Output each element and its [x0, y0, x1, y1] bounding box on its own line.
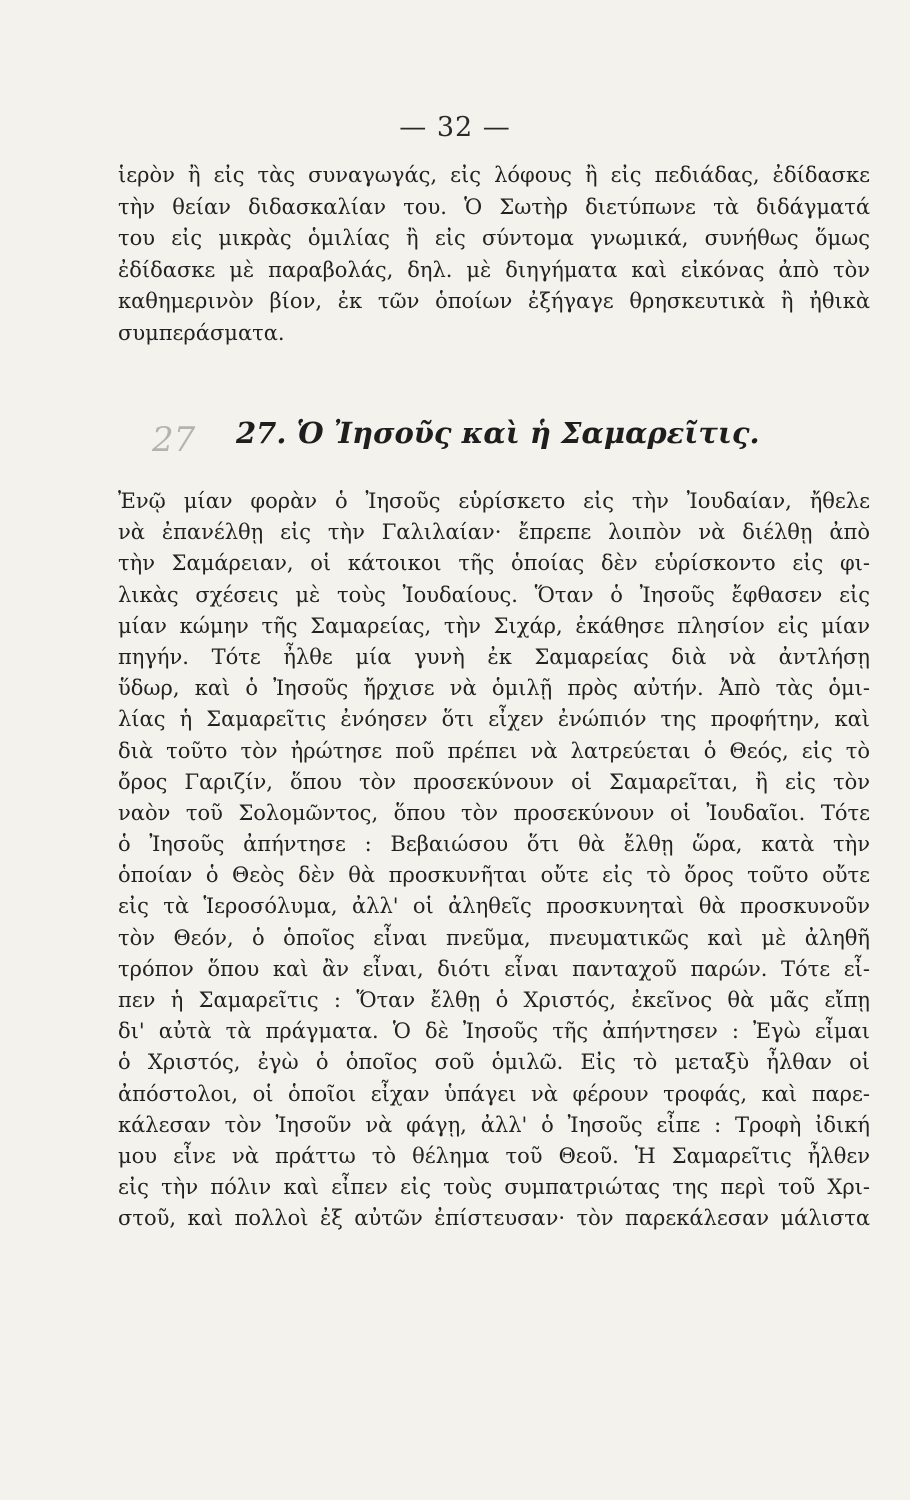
text-line: ὄρος Γαριζίν, ὅπου τὸν προσεκύνουν οἱ Σαμαρεῖται, ἢ εἰς τὸν — [118, 769, 870, 794]
text-line: ναὸν τοῦ Σολομῶντος, ὅπου τὸν προσεκύνουν οἱ Ἰουδαῖοι. Τότε — [118, 800, 870, 825]
text-line: τὴν θείαν διδασκαλίαν του. Ὁ Σωτὴρ διετύπωνε τὰ διδάγματά — [118, 194, 870, 219]
text-line: ὕδωρ, καὶ ὁ Ἰησοῦς ἤρχισε νὰ ὁμιλῇ πρὸς αὐτήν. Ἀπὸ τὰς ὁμι- — [118, 676, 870, 701]
text-line: λίας ἡ Σαμαρεῖτις ἐνόησεν ὅτι εἶχεν ἐνώπιόν της προφήτην, καὶ — [118, 707, 870, 732]
text-line: Ἐνῷ μίαν φορὰν ὁ Ἰησοῦς εὑρίσκετο εἰς τὴν Ἰουδαίαν, ἤθελε — [118, 489, 870, 513]
text-line: εἰς τὴν πόλιν καὶ εἶπεν εἰς τοὺς συμπατριώτας της περὶ τοῦ Χρι- — [118, 1175, 870, 1200]
text-line: μίαν κώμην τῆς Σαμαρείας, τὴν Σιχάρ, ἐκάθησε πλησίον εἰς μίαν — [118, 613, 870, 638]
handwritten-margin-note: 27 — [152, 420, 196, 460]
text-line: πηγήν. Τότε ἦλθε μία γυνὴ ἐκ Σαμαρείας διὰ νὰ ἀντλήσῃ — [118, 644, 870, 669]
section-heading: 27. Ὁ Ἰησοῦς καὶ ἡ Σαμαρεῖτις. — [236, 416, 760, 450]
text-line: τρόπον ὅπου καὶ ἂν εἶναι, διότι εἶναι πανταχοῦ παρών. Τότε εἶ- — [118, 956, 870, 981]
text-line: εἰς τὰ Ἱεροσόλυμα, ἀλλ' οἱ ἀληθεῖς προσκυνηταὶ θὰ προσκυνοῦν — [118, 894, 870, 919]
text-line: ἐδίδασκε μὲ παραβολάς, δηλ. μὲ διηγήματα καὶ εἰκόνας ἀπὸ τὸν — [118, 257, 870, 282]
section-paragraph — [118, 486, 870, 1235]
text-line: του εἰς μικρὰς ὁμιλίας ἢ εἰς σύντομα γνωμικά, συνήθως ὅμως — [118, 226, 870, 251]
text-line: ὁ Χριστός, ἐγὼ ὁ ὁποῖος σοῦ ὁμιλῶ. Εἰς τὸ μεταξὺ ἦλθαν οἱ — [118, 1050, 870, 1075]
text-line: νὰ ἐπανέλθῃ εἰς τὴν Γαλιλαίαν· ἔπρεπε λοιπὸν νὰ διέλθῃ ἀπὸ — [118, 520, 870, 545]
text-line: πεν ἡ Σαμαρεῖτις : Ὅταν ἔλθῃ ὁ Χριστός, ἐκεῖνος θὰ μᾶς εἴπῃ — [118, 988, 870, 1012]
paragraph-continued — [118, 160, 870, 350]
text-line: κάλεσαν τὸν Ἰησοῦν νὰ φάγῃ, ἀλλ' ὁ Ἰησοῦς εἶπε : Τροφὴ ἰδική — [118, 1112, 870, 1137]
text-line: ἱερὸν ἢ εἰς τὰς συναγωγάς, εἰς λόφους ἢ εἰς πεδιάδας, ἐδίδασκε — [118, 163, 870, 187]
page-number: — 32 — — [399, 112, 511, 143]
text-line: ὁποίαν ὁ Θεὸς δὲν θὰ προσκυνῆται οὔτε εἰς τὸ ὄρος τοῦτο οὔτε — [118, 863, 870, 888]
text-line: μου εἶνε νὰ πράττω τὸ θέλημα τοῦ Θεοῦ. Ἡ Σαμαρεῖτις ἦλθεν — [118, 1143, 870, 1168]
text-line: ἀπόστολοι, οἱ ὁποῖοι εἶχαν ὑπάγει νὰ φέρουν τροφάς, καὶ παρε- — [118, 1081, 870, 1106]
text-line: καθημερινὸν βίον, ἐκ τῶν ὁποίων ἐξήγαγε θρησκευτικὰ ἢ ἠθικὰ — [118, 289, 870, 314]
text-line: διὰ τοῦτο τὸν ἠρώτησε ποῦ πρέπει νὰ λατρεύεται ὁ Θεός, εἰς τὸ — [118, 738, 870, 763]
text-line: στοῦ, καὶ πολλοὶ ἐξ αὐτῶν ἐπίστευσαν· τὸν παρεκάλεσαν μάλιστα — [118, 1206, 870, 1231]
text-line: τὸν Θεόν, ὁ ὁποῖος εἶναι πνεῦμα, πνευματικῶς καὶ μὲ ἀληθῆ — [118, 925, 870, 950]
text-line: ὁ Ἰησοῦς ἀπήντησε : Βεβαιώσου ὅτι θὰ ἔλθῃ ὥρα, κατὰ τὴν — [118, 832, 870, 857]
text-line: συμπεράσματα. — [118, 320, 285, 345]
text-line: δι' αὐτὰ τὰ πράγματα. Ὁ δὲ Ἰησοῦς τῆς ἀπήντησεν : Ἐγὼ εἶμαι — [118, 1019, 870, 1044]
text-line: τὴν Σαμάρειαν, οἱ κάτοικοι τῆς ὁποίας δὲν εὑρίσκοντο εἰς φι- — [118, 551, 870, 576]
text-line: λικὰς σχέσεις μὲ τοὺς Ἰουδαίους. Ὅταν ὁ Ἰησοῦς ἔφθασεν εἰς — [118, 582, 870, 607]
